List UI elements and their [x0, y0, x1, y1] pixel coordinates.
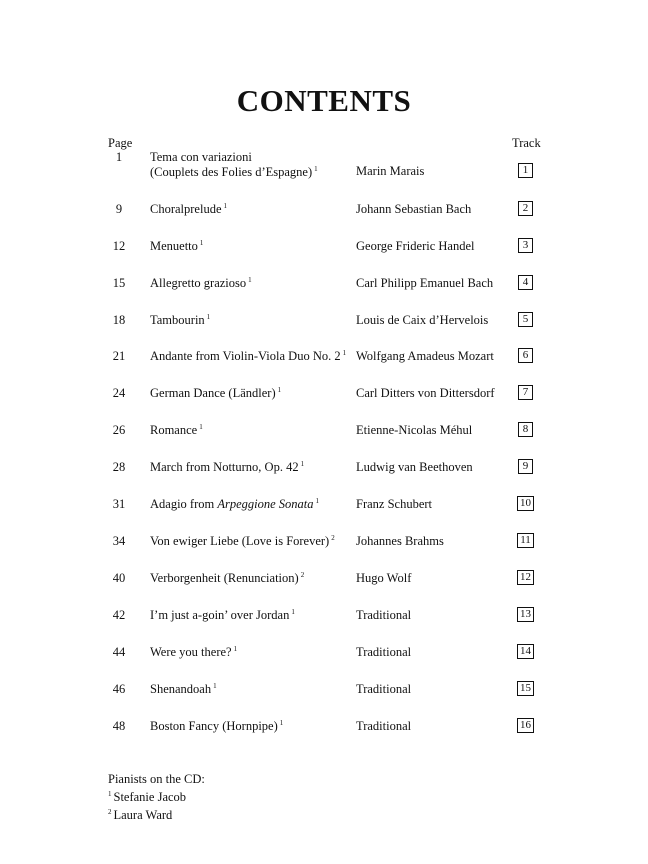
entry-title-text: Andante from Violin-Viola Duo No. 2	[150, 349, 341, 363]
pianist-footnote-marker: 1	[314, 165, 318, 173]
entry-title	[150, 608, 295, 623]
contents-entry	[0, 719, 648, 751]
pianist-footnote-marker: 2	[300, 571, 305, 579]
entry-composer: Louis de Caix d’Hervelois	[356, 313, 489, 327]
contents-entry	[0, 571, 648, 603]
entry-composer: Traditional	[356, 682, 412, 696]
pianist-footnote-marker: 1	[279, 719, 284, 727]
pianist-footnote-marker: 2	[331, 534, 335, 542]
pianist-footnote-marker: 1	[342, 349, 347, 357]
contents-entry	[0, 150, 648, 182]
entry-title-line2: (Couplets des Folies d’Espagne)	[150, 165, 313, 179]
entry-page-number: 1	[115, 150, 123, 164]
page-column-header: Page	[108, 136, 133, 150]
footnote-item	[108, 787, 205, 805]
entry-composer: Johannes Brahms	[356, 534, 444, 548]
entry-page-number: 34	[112, 534, 126, 548]
entry-track-box: 11	[517, 533, 534, 548]
entry-page-number: 48	[112, 719, 126, 733]
entry-composer: Marin Marais	[356, 164, 425, 178]
entry-title	[150, 534, 335, 549]
entry-track-box: 9	[518, 459, 533, 474]
entry-title-text: Romance	[150, 423, 198, 437]
entry-composer: Traditional	[356, 645, 412, 659]
footnote-marker: 1	[108, 790, 112, 798]
entry-title-text: March from Notturno, Op. 42	[150, 460, 299, 474]
entry-title-text: Allegretto grazioso	[150, 276, 247, 290]
entry-track-box: 4	[518, 275, 533, 290]
entry-title-text: I’m just a-goin’ over Jordan	[150, 608, 290, 622]
entry-track-box: 14	[517, 644, 534, 659]
contents-entry	[0, 645, 648, 677]
entry-composer: Franz Schubert	[356, 497, 433, 511]
entry-title-text: Adagio from	[150, 497, 218, 511]
entry-title	[150, 719, 283, 734]
entry-track-box: 10	[517, 496, 534, 511]
entry-composer: Carl Ditters von Dittersdorf	[356, 386, 495, 400]
footnote-item	[108, 805, 205, 823]
entry-track-box: 15	[517, 681, 534, 696]
entry-title-text: Menuetto	[150, 239, 198, 253]
entry-page-number: 21	[112, 349, 126, 363]
entry-title-italic: Arpeggione Sonata	[217, 497, 314, 511]
entry-title	[150, 386, 281, 401]
entry-track-box: 16	[517, 718, 534, 733]
pianist-footnote-marker: 1	[199, 423, 203, 431]
entry-composer: Traditional	[356, 608, 412, 622]
entry-track-box: 12	[517, 570, 534, 585]
contents-entry	[0, 349, 648, 381]
footnotes-heading: Pianists on the CD:	[108, 772, 205, 786]
entry-composer: Carl Philipp Emanuel Bach	[356, 276, 494, 290]
contents-entry	[0, 534, 648, 566]
pianist-footnote-marker: 1	[213, 682, 217, 690]
entry-title	[150, 460, 304, 475]
track-column-header: Track	[512, 136, 541, 150]
contents-entry	[0, 276, 648, 308]
pianist-footnote-marker: 1	[277, 386, 282, 394]
entry-title-text: Verborgenheit (Renunciation)	[150, 571, 299, 585]
pianist-footnote-marker: 1	[223, 202, 228, 210]
contents-entry	[0, 682, 648, 714]
contents-entry	[0, 202, 648, 234]
entry-title-text: German Dance (Ländler)	[150, 386, 276, 400]
entry-title	[150, 423, 203, 438]
entry-track-box: 8	[518, 422, 533, 437]
entry-page-number: 26	[112, 423, 126, 437]
entry-page-number: 18	[112, 313, 126, 327]
contents-entry	[0, 423, 648, 455]
entry-title	[150, 645, 237, 660]
entry-title-text: Boston Fancy (Hornpipe)	[150, 719, 278, 733]
entry-title-text: Choralprelude	[150, 202, 222, 216]
footnote-marker: 2	[108, 808, 112, 816]
contents-entry	[0, 386, 648, 418]
pianist-footnote-marker: 1	[300, 460, 305, 468]
entry-page-number: 15	[112, 276, 126, 290]
entry-page-number: 9	[115, 202, 123, 216]
entry-title-text: Shenandoah	[150, 682, 212, 696]
entry-title	[150, 571, 304, 586]
entry-title-text: Tambourin	[150, 313, 205, 327]
entry-title	[150, 682, 217, 697]
entry-page-number: 12	[112, 239, 126, 253]
entry-page-number: 46	[112, 682, 126, 696]
contents-entry	[0, 497, 648, 529]
entry-composer: Wolfgang Amadeus Mozart	[356, 349, 494, 363]
entry-title	[150, 202, 227, 217]
entry-title	[150, 349, 346, 364]
contents-entry	[0, 460, 648, 492]
entry-composer: Etienne-Nicolas Méhul	[356, 423, 473, 437]
entry-track-box: 6	[518, 348, 533, 363]
entry-title-text: Von ewiger Liebe (Love is Forever)	[150, 534, 330, 548]
footnote-name: Laura Ward	[113, 808, 173, 822]
pianist-footnote-marker: 1	[199, 239, 204, 247]
entry-page-number: 31	[112, 497, 126, 511]
entry-title	[150, 150, 318, 180]
entry-page-number: 40	[112, 571, 126, 585]
entry-page-number: 44	[112, 645, 126, 659]
entry-track-box: 7	[518, 385, 533, 400]
entry-track-box: 13	[517, 607, 534, 622]
pianist-footnote-marker: 1	[315, 497, 320, 505]
entry-page-number: 24	[112, 386, 126, 400]
entry-title	[150, 313, 210, 328]
entry-composer: Traditional	[356, 719, 412, 733]
entry-composer: George Frideric Handel	[356, 239, 475, 253]
footnote-name: Stefanie Jacob	[113, 790, 187, 804]
contents-entry	[0, 313, 648, 345]
entry-composer: Hugo Wolf	[356, 571, 412, 585]
contents-entry	[0, 239, 648, 271]
entry-title	[150, 497, 319, 512]
entry-track-box: 1	[518, 163, 533, 178]
entry-page-number: 42	[112, 608, 126, 622]
pianist-footnote-marker: 1	[233, 645, 238, 653]
entry-track-box: 5	[518, 312, 533, 327]
entry-track-box: 2	[518, 201, 533, 216]
entry-title	[150, 239, 203, 254]
entry-title-text: Tema con variazioni	[150, 150, 252, 164]
entry-title-text: Were you there?	[150, 645, 232, 659]
contents-entry	[0, 608, 648, 640]
footnotes	[108, 772, 205, 823]
page-title: CONTENTS	[236, 83, 412, 118]
entry-title	[150, 276, 252, 291]
pianist-footnote-marker: 1	[248, 276, 252, 284]
pianist-footnote-marker: 1	[291, 608, 295, 616]
entry-composer: Ludwig van Beethoven	[356, 460, 473, 474]
entry-track-box: 3	[518, 238, 533, 253]
entry-page-number: 28	[112, 460, 126, 474]
pianist-footnote-marker: 1	[206, 313, 211, 321]
entry-composer: Johann Sebastian Bach	[356, 202, 472, 216]
